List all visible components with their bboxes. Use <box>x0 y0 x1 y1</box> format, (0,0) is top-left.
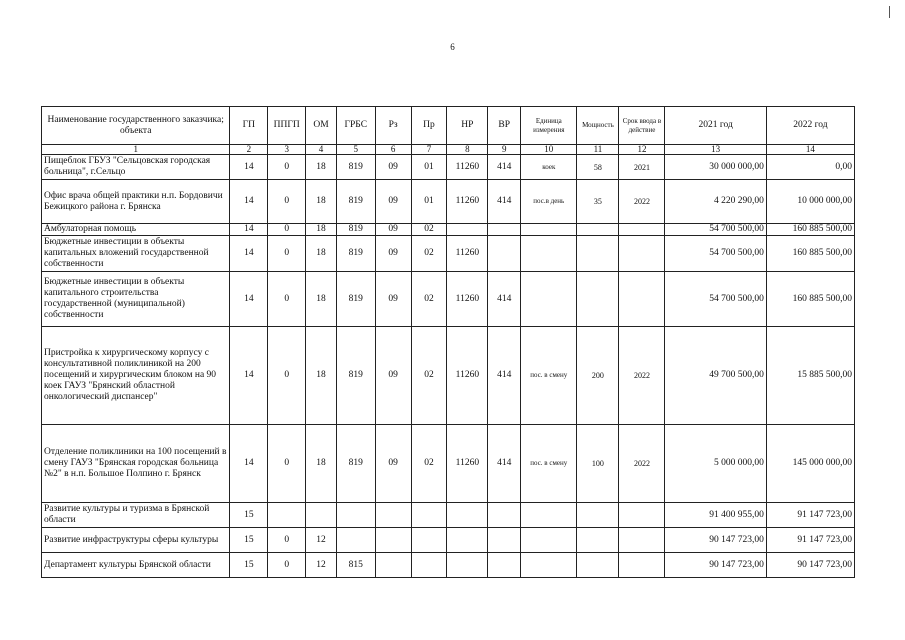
gp-cell: 15 <box>230 528 268 553</box>
row-name: Пищеблок ГБУЗ "Сельцовская городская больница", г.Сельцо <box>42 155 230 180</box>
rz-cell: 09 <box>375 155 411 180</box>
column-index-row <box>42 145 855 155</box>
grbs-cell: 819 <box>336 327 375 425</box>
nr-cell: 11260 <box>447 180 488 224</box>
rz-cell: 09 <box>375 425 411 503</box>
scan-edge-mark <box>889 6 890 18</box>
amount-2021-cell: 54 700 500,00 <box>665 224 766 236</box>
vr-cell <box>488 224 521 236</box>
rz-cell: 09 <box>375 272 411 327</box>
gp-cell: 14 <box>230 327 268 425</box>
gp-cell: 14 <box>230 236 268 272</box>
header-2021: 2021 год <box>665 107 766 145</box>
unit-cell: пос. в смену <box>521 327 577 425</box>
amount-2022-cell: 91 147 723,00 <box>766 503 854 528</box>
row-name: Бюджетные инвестиции в объекты капитальных вложений государственной собственности <box>42 236 230 272</box>
amount-2021-cell: 4 220 290,00 <box>665 180 766 224</box>
header-row <box>42 107 855 145</box>
gp-cell: 14 <box>230 272 268 327</box>
unit-cell: коек <box>521 155 577 180</box>
unit-cell <box>521 224 577 236</box>
unit-cell: пос. в смену <box>521 425 577 503</box>
grbs-cell: 819 <box>336 236 375 272</box>
unit-cell <box>521 503 577 528</box>
om-cell: 18 <box>306 180 337 224</box>
column-index: 3 <box>268 145 306 155</box>
column-index: 5 <box>336 145 375 155</box>
amount-2022-cell: 91 147 723,00 <box>766 528 854 553</box>
rz-cell <box>375 553 411 578</box>
amount-2021-cell: 54 700 500,00 <box>665 272 766 327</box>
amount-2022-cell: 10 000 000,00 <box>766 180 854 224</box>
amount-2022-cell: 15 885 500,00 <box>766 327 854 425</box>
grbs-cell: 819 <box>336 425 375 503</box>
capacity-cell: 200 <box>577 327 619 425</box>
unit-cell <box>521 272 577 327</box>
amount-2021-cell: 49 700 500,00 <box>665 327 766 425</box>
column-index: 9 <box>488 145 521 155</box>
ppgp-cell: 0 <box>268 553 306 578</box>
capacity-cell <box>577 272 619 327</box>
nr-cell: 11260 <box>447 425 488 503</box>
grbs-cell <box>336 503 375 528</box>
header-capacity: Мощность <box>577 107 619 145</box>
amount-2022-cell: 160 885 500,00 <box>766 236 854 272</box>
header-unit: Единица измерения <box>521 107 577 145</box>
rz-cell <box>375 528 411 553</box>
table-row <box>42 155 855 180</box>
grbs-cell: 819 <box>336 180 375 224</box>
amount-2022-cell: 90 147 723,00 <box>766 553 854 578</box>
table-row <box>42 224 855 236</box>
om-cell: 18 <box>306 155 337 180</box>
row-name: Амбулаторная помощь <box>42 224 230 236</box>
nr-cell: 11260 <box>447 327 488 425</box>
gp-cell: 14 <box>230 180 268 224</box>
table-row <box>42 236 855 272</box>
amount-2022-cell: 145 000 000,00 <box>766 425 854 503</box>
capacity-cell: 100 <box>577 425 619 503</box>
pr-cell: 02 <box>411 236 447 272</box>
unit-cell <box>521 236 577 272</box>
ppgp-cell: 0 <box>268 272 306 327</box>
vr-cell: 414 <box>488 327 521 425</box>
nr-cell: 11260 <box>447 272 488 327</box>
ppgp-cell: 0 <box>268 180 306 224</box>
column-index: 14 <box>766 145 854 155</box>
gp-cell: 14 <box>230 155 268 180</box>
amount-2022-cell: 160 885 500,00 <box>766 224 854 236</box>
header-name: Наименование государственного заказчика; объекта <box>42 107 230 145</box>
rz-cell: 09 <box>375 180 411 224</box>
deadline-cell <box>619 236 665 272</box>
table-row <box>42 327 855 425</box>
deadline-cell: 2022 <box>619 327 665 425</box>
page-number: 6 <box>450 42 455 52</box>
gp-cell: 14 <box>230 224 268 236</box>
nr-cell: 11260 <box>447 236 488 272</box>
rz-cell <box>375 503 411 528</box>
ppgp-cell: 0 <box>268 155 306 180</box>
column-index: 7 <box>411 145 447 155</box>
column-index: 2 <box>230 145 268 155</box>
pr-cell: 02 <box>411 425 447 503</box>
ppgp-cell: 0 <box>268 224 306 236</box>
amount-2021-cell: 91 400 955,00 <box>665 503 766 528</box>
vr-cell <box>488 236 521 272</box>
ppgp-cell <box>268 503 306 528</box>
amount-2022-cell: 160 885 500,00 <box>766 272 854 327</box>
nr-cell <box>447 553 488 578</box>
header-pr: Пр <box>411 107 447 145</box>
amount-2021-cell: 90 147 723,00 <box>665 528 766 553</box>
pr-cell <box>411 553 447 578</box>
pr-cell: 01 <box>411 180 447 224</box>
header-rz: Рз <box>375 107 411 145</box>
om-cell: 12 <box>306 528 337 553</box>
ppgp-cell: 0 <box>268 327 306 425</box>
capacity-cell: 58 <box>577 155 619 180</box>
grbs-cell: 815 <box>336 553 375 578</box>
capacity-cell <box>577 224 619 236</box>
om-cell: 12 <box>306 553 337 578</box>
column-index: 1 <box>42 145 230 155</box>
row-name: Развитие инфраструктуры сферы культуры <box>42 528 230 553</box>
column-index: 11 <box>577 145 619 155</box>
gp-cell: 15 <box>230 553 268 578</box>
pr-cell <box>411 528 447 553</box>
header-nr: НР <box>447 107 488 145</box>
om-cell: 18 <box>306 327 337 425</box>
amount-2021-cell: 54 700 500,00 <box>665 236 766 272</box>
header-2022: 2022 год <box>766 107 854 145</box>
row-name: Бюджетные инвестиции в объекты капитального строительства государственной (муниципальной) собственности <box>42 272 230 327</box>
capacity-cell <box>577 553 619 578</box>
deadline-cell: 2021 <box>619 155 665 180</box>
om-cell: 18 <box>306 272 337 327</box>
header-vr: ВР <box>488 107 521 145</box>
nr-cell <box>447 528 488 553</box>
row-name: Отделение поликлиники на 100 посещений в смену ГАУЗ "Брянская городская больница №2" в н.п. Большое Полпино г. Брянск <box>42 425 230 503</box>
column-index: 4 <box>306 145 337 155</box>
grbs-cell: 819 <box>336 224 375 236</box>
amount-2021-cell: 5 000 000,00 <box>665 425 766 503</box>
vr-cell: 414 <box>488 272 521 327</box>
column-index: 8 <box>447 145 488 155</box>
table-row <box>42 503 855 528</box>
om-cell: 18 <box>306 224 337 236</box>
column-index: 6 <box>375 145 411 155</box>
header-grbs: ГРБС <box>336 107 375 145</box>
gp-cell: 15 <box>230 503 268 528</box>
unit-cell <box>521 528 577 553</box>
vr-cell: 414 <box>488 425 521 503</box>
budget-table <box>41 106 855 578</box>
deadline-cell <box>619 553 665 578</box>
ppgp-cell: 0 <box>268 425 306 503</box>
amount-2021-cell: 90 147 723,00 <box>665 553 766 578</box>
amount-2022-cell: 0,00 <box>766 155 854 180</box>
row-name: Пристройка к хирургическому корпусу с консультативной поликлиникой на 200 посещений и хирургическим блоком на 90 коек ГАУЗ "Брянский областной онкологический диспансер" <box>42 327 230 425</box>
grbs-cell: 819 <box>336 155 375 180</box>
row-name: Развитие культуры и туризма в Брянской области <box>42 503 230 528</box>
pr-cell <box>411 503 447 528</box>
grbs-cell: 819 <box>336 272 375 327</box>
om-cell: 18 <box>306 425 337 503</box>
deadline-cell: 2022 <box>619 180 665 224</box>
vr-cell <box>488 528 521 553</box>
vr-cell <box>488 553 521 578</box>
nr-cell <box>447 224 488 236</box>
table-row <box>42 553 855 578</box>
ppgp-cell: 0 <box>268 236 306 272</box>
vr-cell <box>488 503 521 528</box>
rz-cell: 09 <box>375 327 411 425</box>
om-cell <box>306 503 337 528</box>
om-cell: 18 <box>306 236 337 272</box>
amount-2021-cell: 30 000 000,00 <box>665 155 766 180</box>
capacity-cell <box>577 236 619 272</box>
header-gp: ГП <box>230 107 268 145</box>
table-row <box>42 272 855 327</box>
deadline-cell <box>619 503 665 528</box>
header-ppgp: ППГП <box>268 107 306 145</box>
row-name: Офис врача общей практики н.п. Бордовичи Бежицкого района г. Брянска <box>42 180 230 224</box>
ppgp-cell: 0 <box>268 528 306 553</box>
nr-cell: 11260 <box>447 155 488 180</box>
unit-cell <box>521 553 577 578</box>
rz-cell: 09 <box>375 224 411 236</box>
table-row <box>42 425 855 503</box>
header-om: ОМ <box>306 107 337 145</box>
capacity-cell <box>577 503 619 528</box>
deadline-cell <box>619 528 665 553</box>
table-row <box>42 528 855 553</box>
table-row <box>42 180 855 224</box>
vr-cell: 414 <box>488 180 521 224</box>
pr-cell: 02 <box>411 224 447 236</box>
column-index: 10 <box>521 145 577 155</box>
header-deadline: Срок ввода в действие <box>619 107 665 145</box>
row-name: Департамент культуры Брянской области <box>42 553 230 578</box>
vr-cell: 414 <box>488 155 521 180</box>
deadline-cell <box>619 224 665 236</box>
column-index: 12 <box>619 145 665 155</box>
gp-cell: 14 <box>230 425 268 503</box>
pr-cell: 01 <box>411 155 447 180</box>
pr-cell: 02 <box>411 327 447 425</box>
grbs-cell <box>336 528 375 553</box>
deadline-cell: 2022 <box>619 425 665 503</box>
capacity-cell <box>577 528 619 553</box>
rz-cell: 09 <box>375 236 411 272</box>
nr-cell <box>447 503 488 528</box>
deadline-cell <box>619 272 665 327</box>
capacity-cell: 35 <box>577 180 619 224</box>
unit-cell: пос.в день <box>521 180 577 224</box>
pr-cell: 02 <box>411 272 447 327</box>
column-index: 13 <box>665 145 766 155</box>
